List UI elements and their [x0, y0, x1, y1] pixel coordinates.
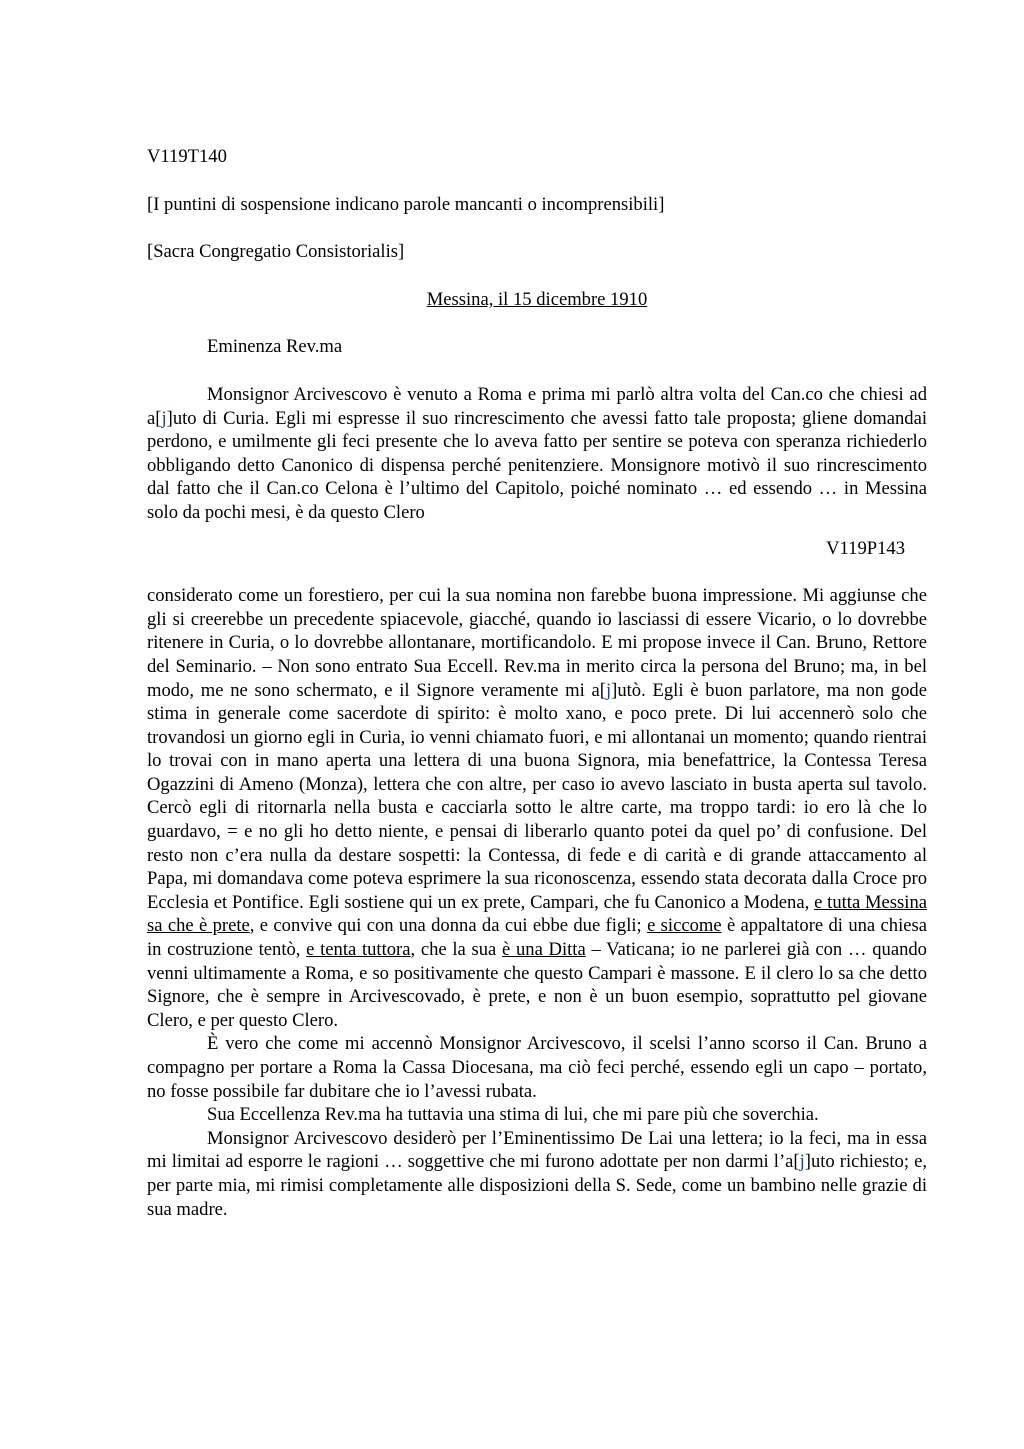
underlined-phrase: e siccome: [647, 915, 722, 937]
salutation: Eminenza Rev.ma: [207, 336, 343, 358]
letter-page: [147, 145, 927, 1221]
editorial-insertion: j: [161, 407, 167, 429]
text-run: ]utò. Egli è buon parlatore, ma non gode stima in generale come sacerdote di spirito: è molto xano, e poco prete. Di lui accennerò solo che trovandosi un giorno egli in Curia, io venni chiamato fuori, e mi allontanai un momento; quando rientrai lo trovai con in mano aperta una lettera di una buona Signora, mia benefattrice, la Contessa Teresa Ogazzini di Ameno (Monza), lettera che con altre, per caso io avevo lasciato in busta aperta sul tavolo. Cercò egli di ritornarla nella busta e cacciarla sotto le altre carte, ma troppo tardi: io ero là che lo guardavo, = e no gli ho detto niente, e pensai di liberarlo quanto potei da quel po’ di confusione. Del resto non c’era nulla da destare sospetti: la Contessa, di fede e di carità e di grande attaccamento al Papa, mi domandava come poteva esprimere la sua riconoscenza, essendo stata decorata dalla Croce pro Ecclesia et Pontifice. Egli sostiene qui un ex prete, Campari, che fu Canonico a Modena,: [147, 679, 927, 913]
page-marker: V119P143: [826, 537, 905, 559]
underlined-phrase: e tenta tuttora: [306, 939, 411, 961]
underlined-phrase: è una Ditta: [502, 939, 586, 961]
text-run: è appaltatore di una chiesa in costruzione tentò,: [147, 915, 927, 961]
text-run: – Vaticana; io ne parlerei già con … quando venni ultimamente a Roma, e so positivamente che questo Campari è massone. E il clero lo sa che detto Signore, che è sempre in Arcivescovado, è prete, e non è un buon esempio, soprattutto pel giovane Clero, e per questo Clero.: [147, 939, 927, 1031]
paragraph-1: [147, 383, 927, 525]
paragraph-5: [147, 1127, 927, 1221]
paragraph-4: Sua Eccellenza Rev.ma ha tuttavia una stima di lui, che mi pare più che soverchia.: [207, 1104, 819, 1126]
editorial-insertion: j: [799, 1151, 805, 1173]
congregation-heading: [Sacra Congregatio Consistorialis]: [147, 241, 405, 263]
editorial-insertion: j: [605, 679, 612, 701]
paragraph-2: [147, 584, 927, 1032]
editorial-note: [I puntini di sospensione indicano parole mancanti o incomprensibili]: [147, 193, 665, 215]
place-date-line: [147, 288, 927, 312]
underlined-phrase: e tutta Messina sa che è prete: [147, 891, 927, 937]
text-run: , che la sua: [410, 939, 503, 961]
document-id: V119T140: [147, 146, 227, 167]
text-run: ]uto di Curia. Egli mi espresse il suo rincrescimento che avessi fatto tale proposta; gliene domandai perdono, e umilmente gli feci presente che lo aveva fatto per sentire se poteva con speranza richiederlo obbligando detto Canonico di dispensa perché penitenziere. Monsignore motivò il suo rincrescimento dal fatto che il Can.co Celona è l’ultimo del Capitolo, poiché nominato … ed essendo … in Messina solo da pochi mesi, è da questo Clero: [147, 407, 927, 523]
place-date: Messina, il 15 dicembre 1910: [426, 288, 648, 310]
text-run: ]uto richiesto; e, per parte mia, mi rimisi completamente alle disposizioni della S. Sede, come un bambino nelle grazie di sua madre.: [147, 1151, 927, 1220]
text-run: considerato come un forestiero, per cui la sua nomina non farebbe buona impressione. Mi aggiunse che gli si creerebbe un precedente spiacevole, giacché, quando io lasciassi di essere Vicario, o lo dovrebbe ritenere in Curia, o lo dovrebbe allontanare, mortificandolo. E mi propose invece il Can. Bruno, Rettore del Seminario. – Non sono entrato Sua Eccell. Rev.ma in merito circa la persona del Bruno; ma, in bel modo, me ne sono schermato, e il Signore veramente mi a[: [147, 585, 927, 701]
text-run: Monsignor Arcivescovo è venuto a Roma e prima mi parlò altra volta del Can.co che chiesi ad a[: [147, 383, 927, 429]
paragraph-3: È vero che come mi accennò Monsignor Arcivescovo, il scelsi l’anno scorso il Can. Bruno a compagno per portare a Roma la Cassa Diocesana, ma ciò feci perché, essendo egli un capo – portato, no fosse possibile far dubitare che io l’avessi rubata.: [147, 1033, 927, 1102]
text-run: , e convive qui con una donna da cui ebbe due figli;: [249, 915, 648, 937]
text-run: Monsignor Arcivescovo desiderò per l’Eminentissimo De Lai una lettera; io la feci, ma in essa mi limitai ad esporre le ragioni … soggettive che mi furono adottate per non darmi l’a[: [147, 1127, 927, 1173]
